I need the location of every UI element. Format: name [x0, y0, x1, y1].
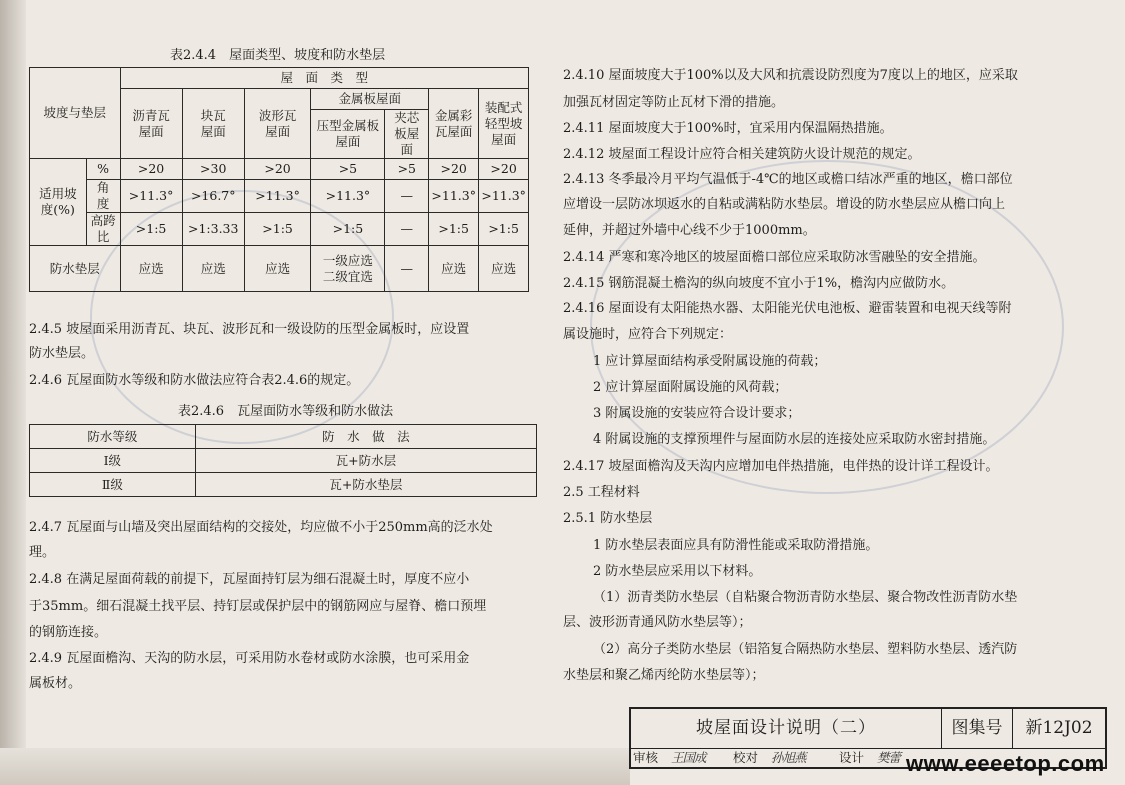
review-label: 审核	[633, 750, 659, 765]
underlay-cell: 应选	[244, 246, 311, 292]
check-label: 校对	[733, 750, 759, 765]
angle-cell: >11.3°	[429, 180, 479, 213]
text-line: 1 应计算屋面结构承受附属设施的荷载；	[593, 354, 827, 369]
roof-type-table	[29, 67, 529, 292]
method-cell: 瓦+防水层	[195, 449, 536, 473]
slope-row-label: 适用坡度(%)	[30, 159, 87, 246]
text-line: 延伸，并超过外墙中心线不少于1000mm。	[563, 223, 816, 238]
col-header-asphalt: 沥青瓦屋面	[120, 89, 182, 159]
grade-cell: Ⅱ级	[30, 473, 196, 497]
design-signature: 樊蕾	[877, 750, 901, 765]
table-2-4-6-caption: 表2.4.6 瓦屋面防水等级和防水做法	[178, 404, 394, 419]
clause-2-4-5-line2: 防水垫层。	[29, 346, 95, 361]
col-header-assembled: 装配式轻型坡屋面	[479, 89, 529, 159]
pct-cell: >20	[120, 159, 182, 180]
clause-2-4-7-line2: 理。	[29, 545, 56, 560]
clause-2-4-9-line2: 属板材。	[29, 676, 82, 691]
design-label: 设计	[839, 750, 865, 765]
table-corner-cell: 坡度与垫层	[30, 68, 121, 159]
text-line: 2.4.17 坡屋面檐沟及天沟内应增加电伴热措施，电伴热的设计详工程设计。	[563, 459, 999, 474]
pct-cell: >20	[429, 159, 479, 180]
text-line: 2.4.11 屋面坡度大于100%时，宜采用内保温隔热措施。	[563, 121, 893, 136]
angle-cell: >11.3°	[120, 180, 182, 213]
text-line: 应增设一层防冰坝返水的自粘或满粘防水垫层。增设的防水垫层应从檐口向上	[563, 197, 1006, 212]
text-line: 2.4.15 钢筋混凝土檐沟的纵向坡度不宜小于1%，檐沟内应做防水。	[563, 276, 955, 291]
pct-cell: >5	[385, 159, 429, 180]
ratio-cell: >1:5	[479, 213, 529, 246]
underlay-cell: 一级应选 二级宜选	[311, 246, 385, 292]
table-2-4-4-caption: 表2.4.4 屋面类型、坡度和防水垫层	[170, 48, 386, 63]
text-line: 层、波形沥青通风防水垫层等）；	[563, 615, 752, 630]
angle-cell: >11.3°	[479, 180, 529, 213]
text-line: 2.4.13 冬季最冷月平均气温低于-4℃的地区或檐口结冰严重的地区，檐口部位	[563, 172, 1013, 187]
text-line: 2.5 工程材料	[563, 485, 640, 500]
col-header-color-tile: 金属彩瓦屋面	[429, 89, 479, 159]
angle-unit-label: 角 度	[86, 180, 120, 213]
book-spine-shadow	[0, 0, 26, 785]
text-line: 3 附属设施的安装应符合设计要求；	[593, 406, 801, 421]
underlay-cell: 应选	[182, 246, 244, 292]
text-line: 2.4.10 屋面坡度大于100%以及大风和抗震设防烈度为7度以上的地区，应采取	[563, 68, 1018, 83]
atlas-number-label: 图集号	[942, 709, 1013, 749]
grade-cell: Ⅰ级	[30, 449, 196, 473]
col-header-press-metal: 压型金属板屋面	[311, 110, 385, 159]
text-line: 水垫层和聚乙烯丙纶防水垫层等）；	[563, 668, 765, 683]
underlay-cell: —	[385, 246, 429, 292]
angle-cell: —	[385, 180, 429, 213]
ratio-cell: —	[385, 213, 429, 246]
waterproof-grade-table	[29, 424, 537, 497]
ratio-cell: >1:5	[429, 213, 479, 246]
roof-type-group-header: 屋 面 类 型	[120, 68, 529, 89]
sheet-title: 坡屋面设计说明（二）	[631, 709, 942, 749]
page-bottom-shadow	[0, 748, 630, 785]
check-signature: 孙旭燕	[771, 750, 806, 765]
pct-cell: >5	[311, 159, 385, 180]
method-header: 防 水 做 法	[195, 425, 536, 449]
underlay-row-label: 防水垫层	[30, 246, 121, 292]
angle-cell: >11.3°	[311, 180, 385, 213]
underlay-cell: 应选	[120, 246, 182, 292]
text-line: （2）高分子类防水垫层（铝箔复合隔热防水垫层、塑料防水垫层、透汽防	[593, 642, 1018, 657]
text-line: 1 防水垫层表面应具有防滑性能或采取防滑措施。	[593, 538, 879, 553]
angle-cell: >16.7°	[182, 180, 244, 213]
ratio-cell: >1:5	[244, 213, 311, 246]
clause-2-4-8-line2: 于35mm。细石混凝土找平层、持钉层或保护层中的钢筋网应与屋脊、檐口预埋	[29, 599, 487, 614]
text-line: 属设施时，应符合下列规定：	[563, 327, 733, 342]
grade-header: 防水等级	[30, 425, 196, 449]
text-line: 2.4.16 屋面设有太阳能热水器、太阳能光伏电池板、避雷装置和电视天线等附	[563, 301, 1012, 316]
text-line: 2.4.14 严寒和寒冷地区的坡屋面檐口部位应采取防冰雪融坠的安全措施。	[563, 250, 986, 265]
clause-2-4-7-line1: 2.4.7 瓦屋面与山墙及突出屋面结构的交接处，均应做不小于250mm高的泛水处	[29, 520, 493, 535]
clause-2-4-8-line3: 的钢筋连接。	[29, 625, 108, 640]
col-header-wave: 波形瓦屋面	[244, 89, 311, 159]
col-header-block: 块瓦屋面	[182, 89, 244, 159]
ratio-cell: >1:3.33	[182, 213, 244, 246]
metal-group-header: 金属板屋面	[311, 89, 429, 110]
ratio-unit-label: 高跨比	[86, 213, 120, 246]
text-line: 2 应计算屋面附属设施的风荷载；	[593, 380, 788, 395]
text-line: （1）沥青类防水垫层（自粘聚合物沥青防水垫层、聚合物改性沥青防水垫	[593, 590, 1018, 605]
pct-cell: >20	[244, 159, 311, 180]
clause-2-4-9-line1: 2.4.9 瓦屋面檐沟、天沟的防水层，可采用防水卷材或防水涂膜，也可采用金	[29, 651, 470, 666]
method-cell: 瓦+防水垫层	[195, 473, 536, 497]
underlay-cell: 应选	[429, 246, 479, 292]
text-line: 加强瓦材固定等防止瓦材下滑的措施。	[563, 95, 785, 110]
angle-cell: >11.3°	[244, 180, 311, 213]
text-line: 2.5.1 防水垫层	[563, 511, 653, 526]
clause-2-4-5-line1: 2.4.5 坡屋面采用沥青瓦、块瓦、波形瓦和一级设防的压型金属板时，应设置	[29, 322, 470, 337]
watermark-text: www.eeeetop.com	[906, 751, 1105, 776]
underlay-cell: 应选	[479, 246, 529, 292]
atlas-number: 新12J02	[1013, 709, 1105, 749]
text-line: 2.4.12 坡屋面工程设计应符合相关建筑防火设计规范的规定。	[563, 147, 921, 162]
ratio-cell: >1:5	[311, 213, 385, 246]
review-signature: 王国成	[671, 750, 706, 765]
pct-cell: >20	[479, 159, 529, 180]
col-header-sandwich: 夹芯板屋面	[385, 110, 429, 159]
pct-unit-label: %	[86, 159, 120, 180]
pct-cell: >30	[182, 159, 244, 180]
ratio-cell: >1:5	[120, 213, 182, 246]
text-line: 4 附属设施的支撑预埋件与屋面防水层的连接处应采取防水密封措施。	[593, 432, 996, 447]
clause-2-4-6: 2.4.6 瓦屋面防水等级和防水做法应符合表2.4.6的规定。	[29, 373, 360, 388]
clause-2-4-8-line1: 2.4.8 在满足屋面荷载的前提下，瓦屋面持钉层为细石混凝土时，厚度不应小	[29, 572, 470, 587]
text-line: 2 防水垫层应采用以下材料。	[593, 564, 762, 579]
